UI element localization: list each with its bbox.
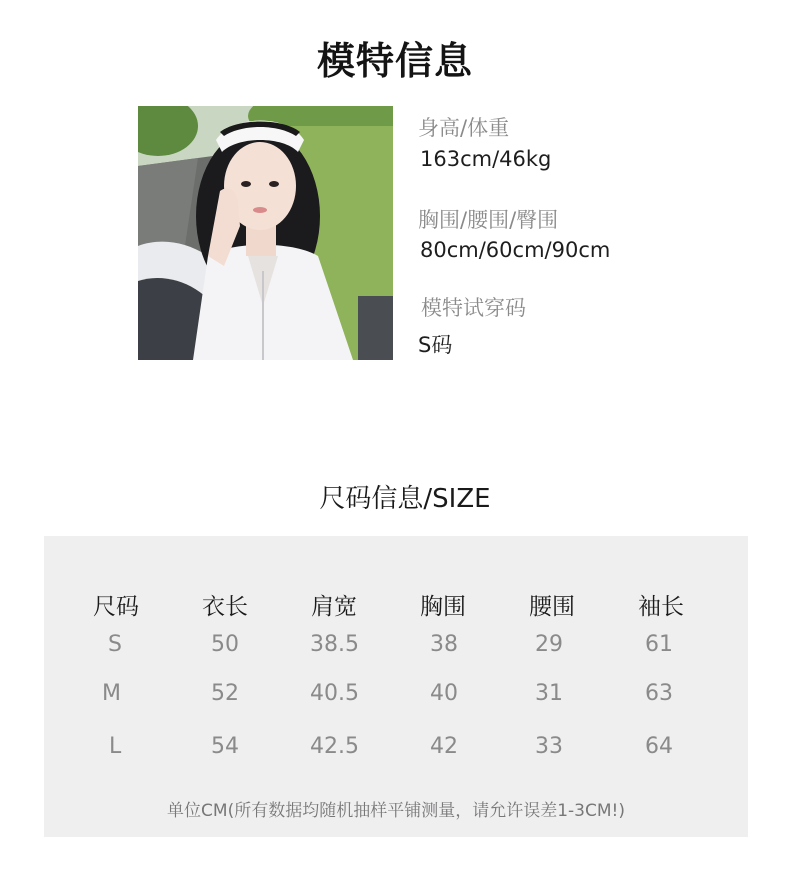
- table-cell: 63: [645, 681, 673, 706]
- page-title: 模特信息: [316, 39, 473, 83]
- table-cell: 61: [645, 632, 673, 657]
- table-cell: 50: [211, 632, 239, 657]
- table-cell: L: [109, 734, 122, 759]
- table-cell: 29: [535, 632, 563, 657]
- height-weight-label: 身高/体重: [418, 116, 510, 140]
- header-shoulder: 肩宽: [311, 594, 357, 620]
- height-weight-value: 163cm/46kg: [420, 147, 552, 171]
- table-cell: 42.5: [310, 734, 359, 759]
- header-waist: 腰围: [529, 594, 575, 620]
- table-cell: 42: [430, 734, 458, 759]
- table-cell: 54: [211, 734, 239, 759]
- size-section-title: 尺码信息/SIZE: [319, 484, 491, 514]
- size-table: [44, 536, 748, 837]
- table-cell: 40.5: [310, 681, 359, 706]
- table-cell: 64: [645, 734, 673, 759]
- table-cell: 33: [535, 734, 563, 759]
- table-cell: 31: [535, 681, 563, 706]
- table-cell: 38.5: [310, 632, 359, 657]
- model-photo: [138, 106, 393, 360]
- measurements-value: 80cm/60cm/90cm: [420, 238, 611, 262]
- table-cell: M: [102, 681, 121, 706]
- header-sleeve: 袖长: [638, 594, 684, 620]
- table-cell: 40: [430, 681, 458, 706]
- header-size: 尺码: [93, 594, 139, 620]
- header-length: 衣长: [202, 594, 248, 620]
- header-chest: 胸围: [420, 594, 466, 620]
- size-worn-value: S码: [418, 333, 453, 357]
- measurements-label: 胸围/腰围/臀围: [418, 208, 559, 232]
- table-cell: 52: [211, 681, 239, 706]
- measurement-note: 单位CM(所有数据均随机抽样平铺测量，请允许误差1-3CM!): [167, 801, 625, 821]
- size-worn-label: 模特试穿码: [421, 296, 526, 320]
- table-cell: S: [108, 632, 122, 657]
- table-cell: 38: [430, 632, 458, 657]
